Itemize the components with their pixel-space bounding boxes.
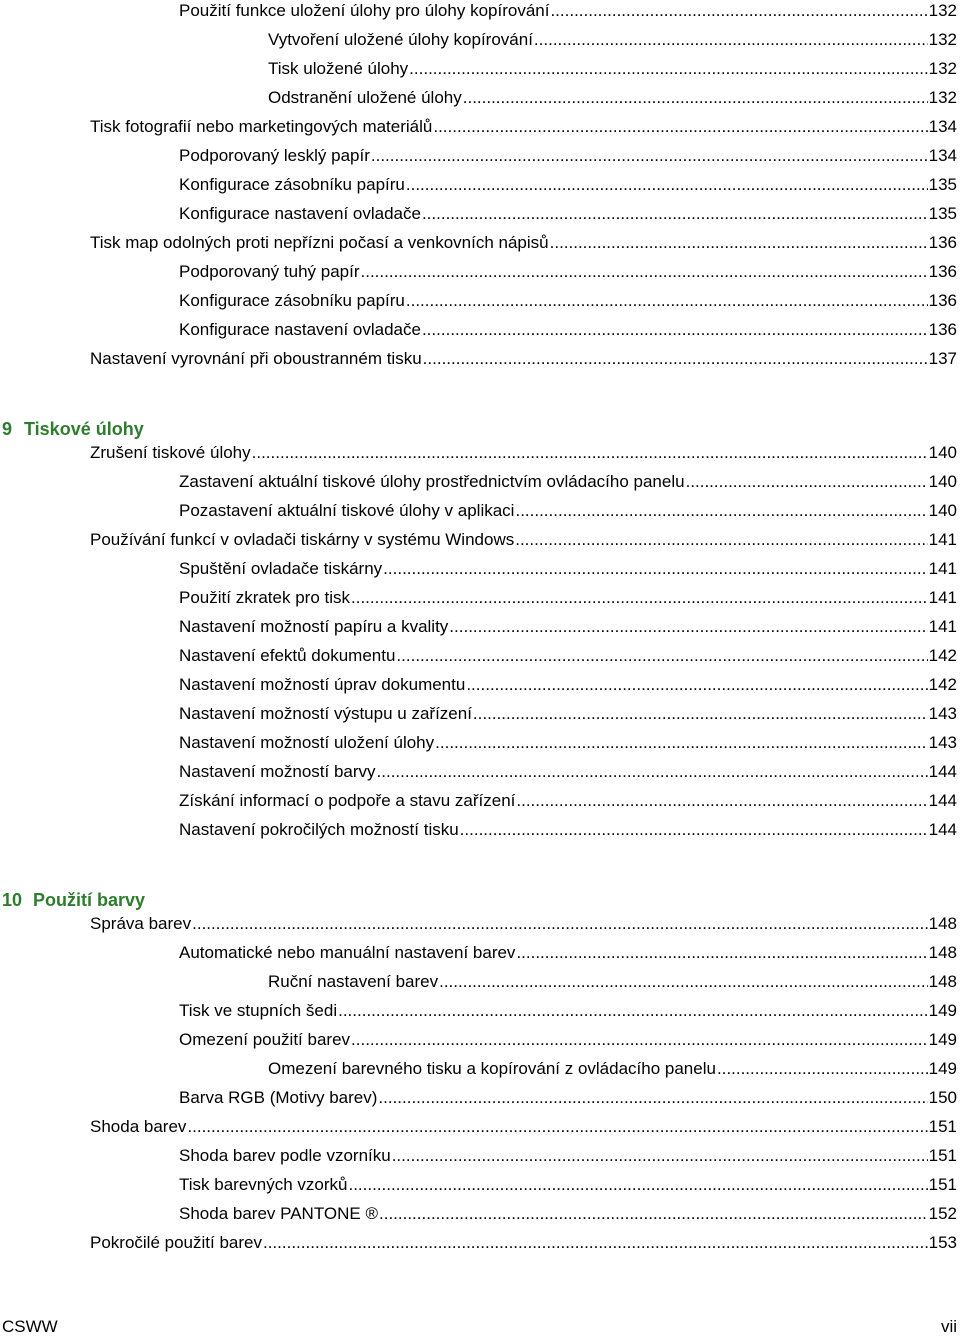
toc-entry-page: 132: [928, 1, 957, 20]
toc-entry-title: Barva RGB (Motivy barev): [179, 1088, 378, 1107]
dot-leader: [338, 1000, 928, 1022]
toc-entry-title: Podporovaný lesklý papír: [179, 146, 370, 165]
dot-leader: [422, 319, 928, 341]
footer-page-number: vii: [940, 1317, 957, 1336]
toc-entry[interactable]: [90, 529, 957, 551]
dot-leader: [379, 1203, 928, 1225]
toc-entry[interactable]: [179, 790, 957, 812]
dot-leader: [449, 616, 927, 638]
toc-entry[interactable]: [268, 87, 957, 109]
dot-leader: [263, 1232, 928, 1254]
toc-entry-title: Tisk uložené úlohy: [268, 59, 409, 78]
toc-entry-page: 150: [928, 1088, 957, 1107]
dot-leader: [460, 819, 928, 841]
toc-entry-title: Zrušení tiskové úlohy: [90, 443, 251, 462]
toc-entry[interactable]: [268, 1058, 957, 1080]
toc-entry-title: Omezení barevného tisku a kopírování z ovládacího panelu: [268, 1059, 716, 1078]
toc-entry-page: 140: [928, 443, 957, 462]
toc-entry-title: Použití zkratek pro tisk: [179, 588, 351, 607]
dot-leader: [351, 1029, 928, 1051]
toc-entry-title: Konfigurace zásobníku papíru: [179, 175, 405, 194]
toc-entry-page: 144: [928, 762, 957, 781]
toc-entry-page: 149: [928, 1001, 957, 1020]
toc-entry[interactable]: [179, 616, 957, 638]
toc-entry-page: 151: [928, 1117, 957, 1136]
toc-entry[interactable]: [179, 732, 957, 754]
dot-leader: [406, 174, 928, 196]
dot-leader: [473, 703, 928, 725]
toc-entry-page: 148: [928, 972, 957, 991]
toc-entry[interactable]: [179, 819, 957, 841]
toc-entry-page: 143: [928, 704, 957, 723]
toc-entry-page: 142: [928, 675, 957, 694]
toc-entry[interactable]: [90, 232, 957, 254]
toc-entry-title: Zastavení aktuální tiskové úlohy prostřednictvím ovládacího panelu: [179, 472, 685, 491]
toc-entry-page: 140: [928, 472, 957, 491]
toc-entry-title: Nastavení možností uložení úlohy: [179, 733, 435, 752]
dot-leader: [463, 87, 928, 109]
toc-entry[interactable]: [179, 942, 957, 964]
toc-entry-title: Shoda barev: [90, 1117, 187, 1136]
toc-entry-page: 136: [928, 291, 957, 310]
chapter-title: Tiskové úlohy: [24, 419, 144, 439]
toc-entry-page: 141: [928, 530, 957, 549]
toc-entry[interactable]: [179, 558, 957, 580]
toc-entry-page: 148: [928, 943, 957, 962]
toc-entry[interactable]: [179, 145, 957, 167]
dot-leader: [435, 732, 927, 754]
toc-entry-page: 136: [928, 262, 957, 281]
dot-leader: [439, 971, 928, 993]
dot-leader: [361, 261, 928, 283]
dot-leader: [422, 203, 928, 225]
toc-entry-page: 137: [928, 349, 957, 368]
toc-entry-title: Shoda barev podle vzorníku: [179, 1146, 391, 1165]
toc-entry[interactable]: [179, 761, 957, 783]
toc-entry-page: 149: [928, 1059, 957, 1078]
toc-entry-title: Nastavení možností úprav dokumentu: [179, 675, 466, 694]
toc-entry[interactable]: [90, 116, 957, 138]
toc-entry-page: 132: [928, 59, 957, 78]
dot-leader: [516, 942, 927, 964]
toc-entry[interactable]: [179, 1203, 957, 1225]
toc-entry[interactable]: [268, 58, 957, 80]
toc-entry-title: Pokročilé použití barev: [90, 1233, 262, 1252]
toc-entry[interactable]: [179, 1087, 957, 1109]
toc-entry-title: Nastavení vyrovnání při oboustranném tisku: [90, 349, 422, 368]
dot-leader: [187, 1116, 927, 1138]
toc-entry-page: 148: [928, 914, 957, 933]
toc-entry-page: 152: [928, 1204, 957, 1223]
toc-entry-title: Tisk ve stupních šedi: [179, 1001, 338, 1020]
dot-leader: [433, 116, 927, 138]
dot-leader: [409, 58, 927, 80]
toc-entry[interactable]: [90, 1116, 957, 1138]
toc-entry[interactable]: [179, 0, 957, 22]
toc-entry-page: 142: [928, 646, 957, 665]
toc-entry-title: Nastavení možností papíru a kvality: [179, 617, 449, 636]
toc-entry-title: Konfigurace zásobníku papíru: [179, 291, 405, 310]
toc-entry-title: Používání funkcí v ovladači tiskárny v systému Windows: [90, 530, 515, 549]
dot-leader: [396, 645, 927, 667]
toc-entry-page: 144: [928, 791, 957, 810]
toc-entry-page: 153: [928, 1233, 957, 1252]
dot-leader: [466, 674, 927, 696]
toc-entry[interactable]: [179, 1000, 957, 1022]
toc-entry-title: Ruční nastavení barev: [268, 972, 439, 991]
toc-entry-title: Nastavení efektů dokumentu: [179, 646, 396, 665]
toc-entry-title: Podporovaný tuhý papír: [179, 262, 360, 281]
toc-entry-page: 149: [928, 1030, 957, 1049]
dot-leader: [252, 442, 928, 464]
toc-entry-title: Pozastavení aktuální tiskové úlohy v aplikaci: [179, 501, 515, 520]
toc-entry-page: 132: [928, 30, 957, 49]
toc-entry-page: 134: [928, 146, 957, 165]
toc-entry[interactable]: [179, 174, 957, 196]
toc-entry[interactable]: [179, 674, 957, 696]
toc-entry-page: 141: [928, 559, 957, 578]
toc-entry[interactable]: [268, 29, 957, 51]
dot-leader: [516, 790, 927, 812]
toc-entry-page: 136: [928, 320, 957, 339]
toc-entry[interactable]: [179, 1029, 957, 1051]
toc-entry-title: Konfigurace nastavení ovladače: [179, 320, 421, 339]
toc-entry-page: 134: [928, 117, 957, 136]
toc-entry-title: Nastavení možností výstupu u zařízení: [179, 704, 472, 723]
toc-entry-title: Tisk fotografií nebo marketingových materiálů: [90, 117, 433, 136]
toc-entry[interactable]: [179, 645, 957, 667]
toc-entry-page: 140: [928, 501, 957, 520]
footer-doc-id: CSWW: [2, 1317, 58, 1336]
toc-entry-title: Použití funkce uložení úlohy pro úlohy kopírování: [179, 1, 550, 20]
toc-entry[interactable]: [179, 471, 957, 493]
dot-leader: [515, 529, 927, 551]
dot-leader: [377, 761, 928, 783]
toc-entry[interactable]: [179, 319, 957, 341]
dot-leader: [550, 232, 928, 254]
toc-entry-page: 135: [928, 175, 957, 194]
toc-entry-title: Nastavení pokročilých možností tisku: [179, 820, 459, 839]
toc-entry[interactable]: [268, 971, 957, 993]
toc-entry-title: Automatické nebo manuální nastavení barev: [179, 943, 516, 962]
toc-entry-page: 151: [928, 1175, 957, 1194]
dot-leader: [406, 290, 928, 312]
dot-leader: [515, 500, 927, 522]
toc-entry[interactable]: [179, 203, 957, 225]
toc-entry[interactable]: [179, 1145, 957, 1167]
dot-leader: [348, 1174, 927, 1196]
toc-entry-title: Získání informací o podpoře a stavu zařízení: [179, 791, 516, 810]
toc-entry[interactable]: [90, 913, 957, 935]
toc-entry-title: Tisk map odolných proti nepřízni počasí a venkovních nápisů: [90, 233, 549, 252]
toc-entry-page: 132: [928, 88, 957, 107]
toc-entry-title: Spuštění ovladače tiskárny: [179, 559, 383, 578]
chapter-number: 9: [2, 419, 13, 439]
toc-entry[interactable]: [179, 1174, 957, 1196]
toc-entry-title: Odstranění uložené úlohy: [268, 88, 462, 107]
toc-entry-title: Tisk barevných vzorků: [179, 1175, 348, 1194]
toc-entry-page: 135: [928, 204, 957, 223]
dot-leader: [550, 0, 927, 22]
dot-leader: [392, 1145, 928, 1167]
toc-entry[interactable]: [90, 442, 957, 464]
chapter-number: 10: [2, 890, 23, 910]
toc-entry[interactable]: [179, 703, 957, 725]
dot-leader: [378, 1087, 927, 1109]
toc-entry[interactable]: [90, 348, 957, 370]
dot-leader: [383, 558, 927, 580]
dot-leader: [686, 471, 928, 493]
toc-entry[interactable]: [179, 261, 957, 283]
toc-entry-page: 141: [928, 617, 957, 636]
toc-entry-page: 144: [928, 820, 957, 839]
dot-leader: [371, 145, 928, 167]
toc-entry-title: Správa barev: [90, 914, 192, 933]
toc-entry-title: Konfigurace nastavení ovladače: [179, 204, 421, 223]
toc-entry-page: 151: [928, 1146, 957, 1165]
toc-entry-page: 141: [928, 588, 957, 607]
chapter-heading: [2, 888, 145, 912]
chapter-title: Použití barvy: [33, 890, 146, 910]
toc-entry-title: Vytvoření uložené úlohy kopírování: [268, 30, 533, 49]
dot-leader: [192, 913, 928, 935]
toc-entry-title: Omezení použití barev: [179, 1030, 351, 1049]
toc-entry[interactable]: [179, 500, 957, 522]
toc-entry[interactable]: [90, 1232, 957, 1254]
toc-entry-page: 143: [928, 733, 957, 752]
toc-entry-page: 136: [928, 233, 957, 252]
toc-entry-title: Nastavení možností barvy: [179, 762, 376, 781]
toc-entry[interactable]: [179, 290, 957, 312]
dot-leader: [717, 1058, 928, 1080]
dot-leader: [423, 348, 928, 370]
dot-leader: [534, 29, 928, 51]
toc-entry-title: Shoda barev PANTONE ®: [179, 1204, 378, 1223]
chapter-heading: [2, 417, 144, 441]
dot-leader: [351, 587, 928, 609]
toc-entry[interactable]: [179, 587, 957, 609]
